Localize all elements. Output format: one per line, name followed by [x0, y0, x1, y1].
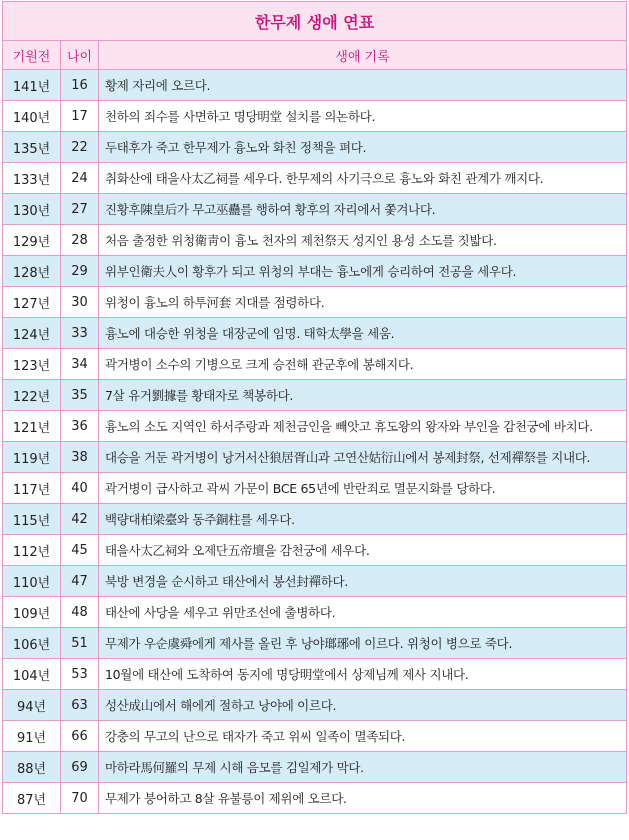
age-cell: 16: [61, 70, 99, 101]
event-cell: 곽거병이 급사하고 곽씨 가문이 BCE 65년에 반란죄로 멸문지화를 당하다.: [99, 473, 627, 504]
year-cell: 110년: [3, 566, 61, 597]
table-row: [3, 597, 627, 628]
event-cell: 태을사太乙祠와 오제단五帝壇을 감천궁에 세우다.: [99, 535, 627, 566]
year-cell: 130년: [3, 194, 61, 225]
year-cell: 117년: [3, 473, 61, 504]
table-row: [3, 473, 627, 504]
year-cell: 121년: [3, 411, 61, 442]
year-cell: 122년: [3, 380, 61, 411]
event-cell: 7살 유거劉據를 황태자로 책봉하다.: [99, 380, 627, 411]
year-cell: 104년: [3, 659, 61, 690]
table-row: [3, 70, 627, 101]
age-cell: 63: [61, 690, 99, 721]
age-cell: 36: [61, 411, 99, 442]
age-cell: 70: [61, 783, 99, 814]
year-cell: 94년: [3, 690, 61, 721]
table-row: [3, 163, 627, 194]
year-cell: 124년: [3, 318, 61, 349]
year-cell: 129년: [3, 225, 61, 256]
table-row: [3, 721, 627, 752]
column-header-age: 나이: [61, 41, 99, 70]
year-cell: 91년: [3, 721, 61, 752]
event-cell: 성산成山에서 해에게 절하고 낭야에 이르다.: [99, 690, 627, 721]
age-cell: 29: [61, 256, 99, 287]
age-cell: 35: [61, 380, 99, 411]
table-row: [3, 442, 627, 473]
event-cell: 두태후가 죽고 한무제가 흉노와 화친 정책을 펴다.: [99, 132, 627, 163]
event-cell: 천하의 죄수를 사면하고 명당明堂 설치를 의논하다.: [99, 101, 627, 132]
age-cell: 33: [61, 318, 99, 349]
table-row: [3, 225, 627, 256]
year-cell: 115년: [3, 504, 61, 535]
year-cell: 119년: [3, 442, 61, 473]
title-row: [3, 2, 627, 41]
event-cell: 마하라馬何羅의 무제 시해 음모를 김일제가 막다.: [99, 752, 627, 783]
timeline-table: [2, 1, 627, 814]
event-cell: 무제가 우순虞舜에게 제사를 올린 후 낭야瑯琊에 이르다. 위청이 병으로 죽다.: [99, 628, 627, 659]
table-row: [3, 566, 627, 597]
year-cell: 87년: [3, 783, 61, 814]
age-cell: 27: [61, 194, 99, 225]
table-title: 한무제 생애 연표: [3, 2, 627, 41]
event-cell: 진황후陳皇后가 무고巫蠱를 행하여 황후의 자리에서 쫓겨나다.: [99, 194, 627, 225]
column-header-event: 생애 기록: [99, 41, 627, 70]
table-row: [3, 690, 627, 721]
age-cell: 45: [61, 535, 99, 566]
event-cell: 흉노에 대승한 위청을 대장군에 임명. 태학太學을 세움.: [99, 318, 627, 349]
age-cell: 30: [61, 287, 99, 318]
event-cell: 취화산에 태을사太乙祠를 세우다. 한무제의 사기극으로 흉노와 화친 관계가 깨지다.: [99, 163, 627, 194]
table-row: [3, 256, 627, 287]
age-cell: 24: [61, 163, 99, 194]
year-cell: 109년: [3, 597, 61, 628]
event-cell: 곽거병이 소수의 기병으로 크게 승전해 관군후에 봉해지다.: [99, 349, 627, 380]
year-cell: 135년: [3, 132, 61, 163]
age-cell: 69: [61, 752, 99, 783]
year-cell: 140년: [3, 101, 61, 132]
event-cell: 북방 변경을 순시하고 태산에서 봉선封禪하다.: [99, 566, 627, 597]
event-cell: 위부인衛夫人이 황후가 되고 위청의 부대는 흉노에게 승리하여 전공을 세우다.: [99, 256, 627, 287]
event-cell: 10월에 태산에 도착하여 동지에 명당明堂에서 상제님께 제사 지내다.: [99, 659, 627, 690]
table-body: [3, 70, 627, 814]
event-cell: 위청이 흉노의 하투河套 지대를 점령하다.: [99, 287, 627, 318]
age-cell: 51: [61, 628, 99, 659]
year-cell: 128년: [3, 256, 61, 287]
table-row: [3, 194, 627, 225]
table-row: [3, 380, 627, 411]
table-row: [3, 132, 627, 163]
event-cell: 백량대柏梁臺와 동주銅柱를 세우다.: [99, 504, 627, 535]
event-cell: 흉노의 소도 지역인 하서주랑과 제천금인을 빼앗고 휴도왕의 왕자와 부인을 감천궁에 바치다.: [99, 411, 627, 442]
table-row: [3, 318, 627, 349]
event-cell: 강충의 무고의 난으로 태자가 죽고 위씨 일족이 멸족되다.: [99, 721, 627, 752]
table-row: [3, 628, 627, 659]
year-cell: 127년: [3, 287, 61, 318]
event-cell: 황제 자리에 오르다.: [99, 70, 627, 101]
event-cell: 대승을 거둔 곽거병이 낭거서산狼居胥山과 고연산姑衍山에서 봉제封祭, 선제禪祭를 지내다.: [99, 442, 627, 473]
year-cell: 106년: [3, 628, 61, 659]
year-cell: 123년: [3, 349, 61, 380]
age-cell: 17: [61, 101, 99, 132]
table-row: [3, 535, 627, 566]
year-cell: 112년: [3, 535, 61, 566]
table-row: [3, 287, 627, 318]
table-row: [3, 783, 627, 814]
table-row: [3, 349, 627, 380]
table-row: [3, 752, 627, 783]
age-cell: 34: [61, 349, 99, 380]
age-cell: 40: [61, 473, 99, 504]
table-row: [3, 411, 627, 442]
year-cell: 141년: [3, 70, 61, 101]
event-cell: 처음 출정한 위청衛靑이 흉노 천자의 제천祭天 성지인 용성 소도를 짓밟다.: [99, 225, 627, 256]
column-header-year: 기원전: [3, 41, 61, 70]
age-cell: 38: [61, 442, 99, 473]
age-cell: 53: [61, 659, 99, 690]
table-row: [3, 659, 627, 690]
header-row: [3, 41, 627, 70]
event-cell: 무제가 붕어하고 8살 유불릉이 제위에 오르다.: [99, 783, 627, 814]
year-cell: 88년: [3, 752, 61, 783]
age-cell: 42: [61, 504, 99, 535]
age-cell: 48: [61, 597, 99, 628]
table-row: [3, 101, 627, 132]
age-cell: 28: [61, 225, 99, 256]
year-cell: 133년: [3, 163, 61, 194]
age-cell: 22: [61, 132, 99, 163]
age-cell: 66: [61, 721, 99, 752]
event-cell: 태산에 사당을 세우고 위만조선에 출병하다.: [99, 597, 627, 628]
age-cell: 47: [61, 566, 99, 597]
table-row: [3, 504, 627, 535]
